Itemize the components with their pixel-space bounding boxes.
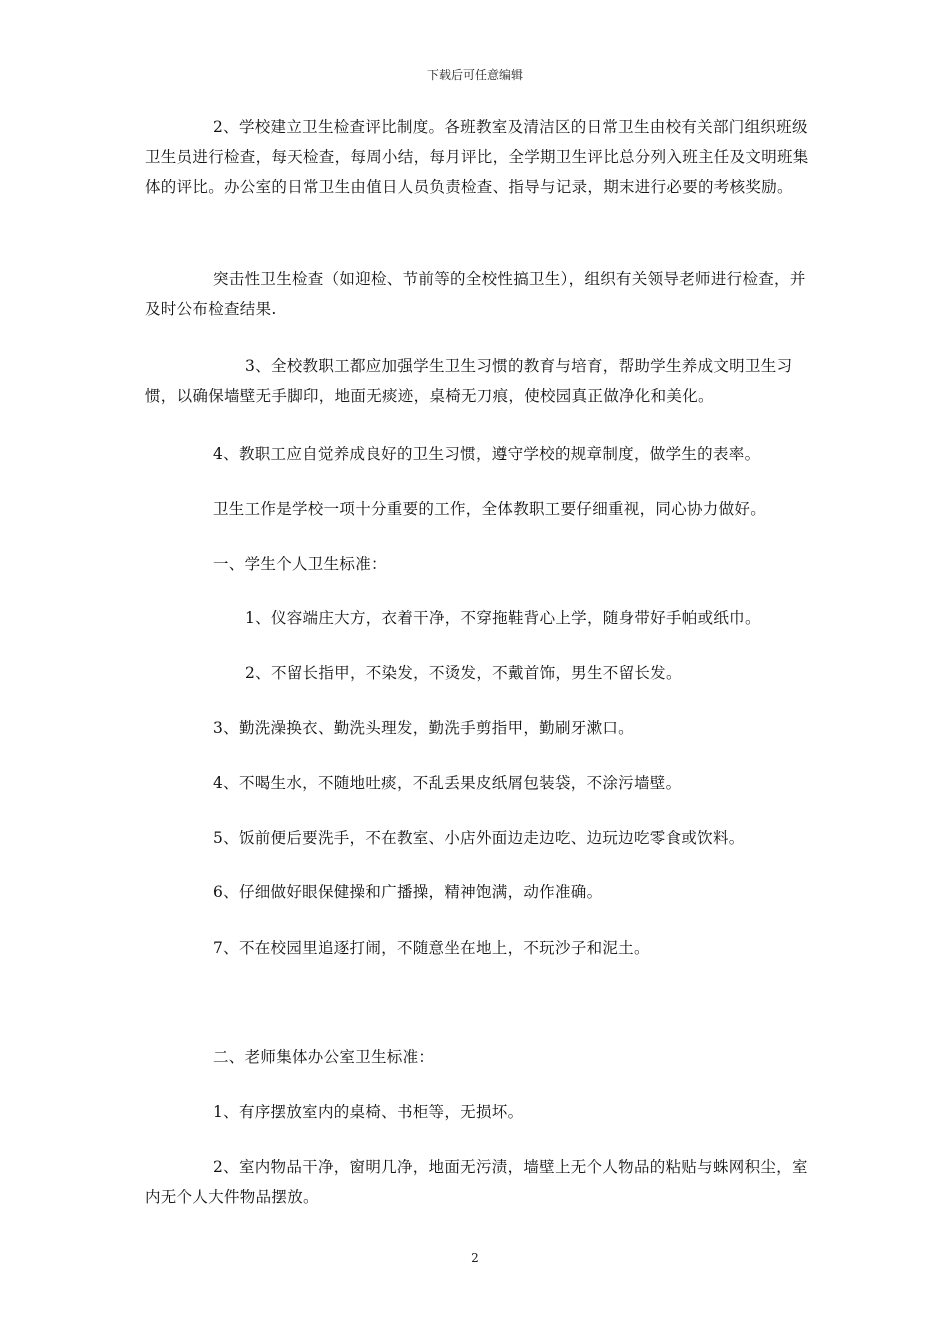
list-item-student-1: 1、仪容端庄大方，衣着干净，不穿拖鞋背心上学，随身带好手帕或纸巾。 [245, 609, 761, 627]
list-item-student-2: 2、不留长指甲，不染发，不烫发，不戴首饰，男生不留长发。 [245, 664, 682, 682]
paragraph-staff-habits: 4、教职工应自觉养成良好的卫生习惯，遵守学校的规章制度，做学生的表率。 [213, 445, 761, 463]
section-heading-office-hygiene: 二、老师集体办公室卫生标准： [213, 1048, 435, 1066]
paragraph-surprise-inspection: 突击性卫生检查（如迎检、节前等的全校性搞卫生），组织有关领导老师进行检查，并及时公布检查结果. [145, 270, 806, 318]
list-item-office-1: 1、有序摆放室内的桌椅、书柜等，无损坏。 [213, 1103, 524, 1121]
list-item-student-4: 4、不喝生水，不随地吐痰，不乱丢果皮纸屑包装袋，不涂污墙壁。 [213, 774, 682, 792]
list-item-student-5: 5、饭前便后要洗手，不在教室、小店外面边走边吃、边玩边吃零食或饮料。 [213, 829, 745, 847]
paragraph-staff-education: 3、全校教职工都应加强学生卫生习惯的教育与培育，帮助学生养成文明卫生习惯，以确保墙壁无手脚印，地面无痰迹，桌椅无刀痕，使校园真正做净化和美化。 [145, 357, 793, 405]
list-item-student-3: 3、勤洗澡换衣、勤洗头理发，勤洗手剪指甲，勤刷牙漱口。 [213, 719, 634, 737]
list-item-student-7: 7、不在校园里追逐打闹，不随意坐在地上，不玩沙子和泥土。 [213, 939, 650, 957]
section-heading-student-hygiene: 一、学生个人卫生标准： [213, 555, 387, 573]
list-item-student-6: 6、仔细做好眼保健操和广播操，精神饱满，动作准确。 [213, 883, 603, 901]
list-item-office-2: 2、室内物品干净，窗明几净，地面无污渍，墙壁上无个人物品的粘贴与蛛网积尘，室内无个人大件物品摆放。 [145, 1158, 808, 1206]
header-note: 下载后可任意编辑 [426, 68, 523, 82]
paragraph-inspection-system: 2、学校建立卫生检查评比制度。各班教室及清洁区的日常卫生由校有关部门组织班级卫生员进行检查，每天检查，每周小结，每月评比，全学期卫生评比总分列入班主任及文明班集体的评比。办公室的日常卫生由值日人员负责检查、指导与记录，期末进行必要的考核奖励。 [145, 118, 809, 196]
page-number: 2 [471, 1251, 479, 1265]
paragraph-importance: 卫生工作是学校一项十分重要的工作，全体教职工要仔细重视，同心协力做好。 [213, 500, 767, 518]
